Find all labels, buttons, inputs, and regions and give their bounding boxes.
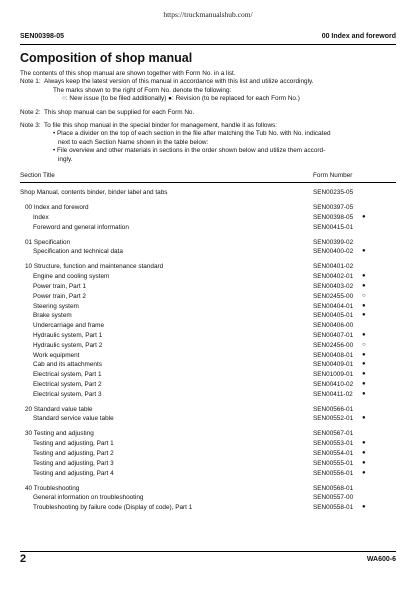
- revision-mark-icon: ●: [362, 351, 366, 358]
- row-section-title: Electrical system, Part 3: [33, 390, 102, 398]
- table-row: [20, 415, 396, 425]
- note3-bullet2-cont: ingly.: [58, 155, 73, 163]
- row-form-number: SEN02455-00: [313, 292, 354, 300]
- row-section-title: Shop Manual, contents binder, binder label and tabs: [20, 189, 168, 196]
- row-section-title: Power train, Part 2: [33, 292, 86, 300]
- revision-mark-icon: ●: [362, 248, 366, 255]
- form-list-table: [20, 189, 396, 514]
- row-form-number: SEN00407-01: [313, 331, 354, 339]
- table-row: [20, 342, 396, 352]
- table-row: [20, 504, 396, 514]
- table-row: [20, 263, 396, 273]
- table-row: [20, 273, 396, 283]
- row-form-number: SEN00397-05: [313, 203, 354, 211]
- row-form-number: SEN00400-02: [313, 248, 354, 256]
- table-row: [20, 332, 396, 342]
- table-row: [20, 430, 396, 440]
- note1-text: Always keep the latest version of this manual in accordance with this list and utilize accordingly.: [44, 78, 314, 86]
- row-section-title: Undercarriage and frame: [33, 322, 105, 330]
- row-section-title: 01 Specification: [25, 238, 71, 246]
- row-section-title: 00 Index and foreword: [25, 203, 89, 211]
- row-section-title: 20 Standard value table: [25, 405, 93, 413]
- col-section-title: Section Title: [20, 172, 55, 179]
- col-form-number: Form Number: [313, 172, 353, 179]
- note2-label: Note 2:: [20, 108, 41, 116]
- row-form-number: SEN00404-01: [313, 302, 354, 310]
- row-form-number: SEN00398-05: [313, 213, 354, 221]
- note3-label: Note 3:: [20, 121, 41, 129]
- table-row: [20, 352, 396, 362]
- intro-line: The contents of this shop manual are shown together with Form No. in a list.: [20, 70, 236, 77]
- revision-mark-icon: ●: [362, 331, 366, 338]
- note1-marks: ○: New issue (to be filed additionally) ●: Revision (to be replaced for each Form No.): [62, 95, 300, 103]
- row-form-number: SEN00554-01: [313, 450, 354, 458]
- note3-bullet1-cont: next to each Section Name shown in the table below:: [58, 138, 209, 146]
- revision-mark-icon: ●: [362, 312, 366, 319]
- row-form-number: SEN00410-02: [313, 380, 354, 388]
- doc-number: SEN00398-05: [20, 33, 64, 40]
- revision-mark-icon: ●: [362, 440, 366, 447]
- note1-line2: The marks shown to the right of Form No. denote the following:: [53, 86, 232, 94]
- revision-mark-icon: ●: [362, 504, 366, 511]
- row-form-number: SEN00406-00: [313, 322, 354, 330]
- row-section-title: Steering system: [33, 302, 79, 310]
- row-form-number: SEN00408-01: [313, 351, 354, 359]
- row-form-number: SEN00553-01: [313, 440, 354, 448]
- row-section-title: Electrical system, Part 2: [33, 380, 102, 388]
- row-form-number: SEN00566-01: [313, 405, 354, 413]
- row-section-title: 10 Structure, function and maintenance standard: [25, 263, 164, 271]
- row-form-number: SEN01009-01: [313, 371, 354, 379]
- table-row: [20, 224, 396, 234]
- row-section-title: Work equipment: [33, 351, 80, 359]
- row-section-title: Hydraulic system, Part 2: [33, 341, 103, 349]
- footer-rule: [20, 551, 396, 552]
- row-form-number: SEN00411-02: [313, 390, 353, 398]
- table-row: [20, 303, 396, 313]
- row-form-number: SEN00405-01: [313, 312, 354, 320]
- table-row: [20, 239, 396, 249]
- revision-mark-icon: ●: [362, 302, 366, 309]
- row-section-title: Index: [33, 213, 49, 221]
- row-form-number: SEN00401-02: [313, 263, 354, 271]
- note3-bullet2: • File overview and other materials in sections in the order shown below and utilize them accord-: [53, 147, 326, 155]
- revision-mark-icon: ●: [362, 282, 366, 289]
- row-form-number: SEN00552-01: [313, 415, 354, 423]
- table-row: [20, 204, 396, 214]
- row-section-title: 40 Troubleshooting: [25, 484, 80, 492]
- table-row: [20, 371, 396, 381]
- row-section-title: Testing and adjusting, Part 2: [33, 450, 114, 458]
- row-form-number: SEN00403-02: [313, 282, 354, 290]
- revision-mark-icon: ●: [362, 213, 366, 220]
- new-issue-mark-icon: ○: [362, 341, 366, 348]
- row-form-number: SEN02456-00: [313, 341, 354, 349]
- row-section-title: Brake system: [33, 312, 72, 320]
- row-section-title: Troubleshooting by failure code (Display of code), Part 1: [33, 504, 193, 512]
- table-row: [20, 312, 396, 322]
- column-headers: [20, 172, 396, 181]
- page-header: [20, 33, 396, 43]
- row-form-number: SEN00555-01: [313, 459, 354, 467]
- header-rule: [20, 44, 396, 45]
- section-name: 00 Index and foreword: [321, 33, 396, 40]
- table-row: [20, 293, 396, 303]
- row-form-number: SEN00568-01: [313, 484, 354, 492]
- row-form-number: SEN00409-01: [313, 361, 354, 369]
- row-section-title: Testing and adjusting, Part 1: [33, 440, 114, 448]
- table-row: [20, 450, 396, 460]
- row-section-title: Electrical system, Part 1: [33, 371, 102, 379]
- row-section-title: General information on troubleshooting: [33, 494, 144, 502]
- table-row: [20, 189, 396, 199]
- row-form-number: SEN00399-02: [313, 238, 354, 246]
- note2-text: This shop manual can be supplied for each Form No.: [44, 108, 195, 116]
- row-form-number: SEN00556-01: [313, 469, 354, 477]
- table-row: [20, 248, 396, 258]
- table-row: [20, 361, 396, 371]
- table-row: [20, 283, 396, 293]
- row-section-title: Specification and technical data: [33, 248, 123, 256]
- table-row: [20, 494, 396, 504]
- revision-mark-icon: ●: [362, 361, 366, 368]
- table-row: [20, 322, 396, 332]
- revision-mark-icon: ●: [362, 371, 366, 378]
- revision-mark-icon: ●: [362, 273, 366, 280]
- row-section-title: Testing and adjusting, Part 4: [33, 469, 114, 477]
- row-section-title: 30 Testing and adjusting: [25, 430, 94, 438]
- row-form-number: SEN00558-01: [313, 504, 354, 512]
- table-row: [20, 470, 396, 480]
- table-row: [20, 381, 396, 391]
- row-section-title: Power train, Part 1: [33, 282, 86, 290]
- note3-text: To file this shop manual in the special binder for management, handle it as follows:: [44, 121, 278, 129]
- row-section-title: Foreword and general information: [33, 223, 129, 231]
- note3-bullet1: • Place a divider on the top of each section in the file after matching the Tub No. with No. indicated: [53, 130, 331, 138]
- table-row: [20, 460, 396, 470]
- revision-mark-icon: ●: [362, 390, 366, 397]
- table-row: [20, 406, 396, 416]
- row-form-number: SEN00402-01: [313, 273, 354, 281]
- row-section-title: Testing and adjusting, Part 3: [33, 459, 114, 467]
- intro-notes: [20, 70, 396, 164]
- table-row: [20, 485, 396, 495]
- row-form-number: SEN00557-00: [313, 494, 354, 502]
- note1-label: Note 1:: [20, 78, 41, 86]
- revision-mark-icon: ●: [362, 469, 366, 476]
- row-section-title: Cab and its attachments: [33, 361, 102, 369]
- table-row: [20, 391, 396, 401]
- page-number: 2: [20, 553, 27, 565]
- row-section-title: Hydraulic system, Part 1: [33, 331, 103, 339]
- revision-mark-icon: ●: [362, 380, 366, 387]
- new-issue-mark-icon: ○: [362, 292, 366, 299]
- row-section-title: Standard service value table: [33, 415, 114, 423]
- revision-mark-icon: ●: [362, 459, 366, 466]
- row-form-number: SEN00567-01: [313, 430, 354, 438]
- row-form-number: SEN00235-05: [313, 189, 354, 196]
- page-title: Composition of shop manual: [20, 51, 193, 65]
- column-rule: [20, 182, 396, 183]
- source-url[interactable]: https://truckmanualshub.com/: [163, 10, 253, 19]
- row-form-number: SEN00415-01: [313, 223, 354, 231]
- row-section-title: Engine and cooling system: [33, 273, 110, 281]
- revision-mark-icon: ●: [362, 415, 366, 422]
- table-row: [20, 214, 396, 224]
- table-row: [20, 440, 396, 450]
- revision-mark-icon: ●: [362, 450, 366, 457]
- model-number: WA600-6: [366, 556, 396, 563]
